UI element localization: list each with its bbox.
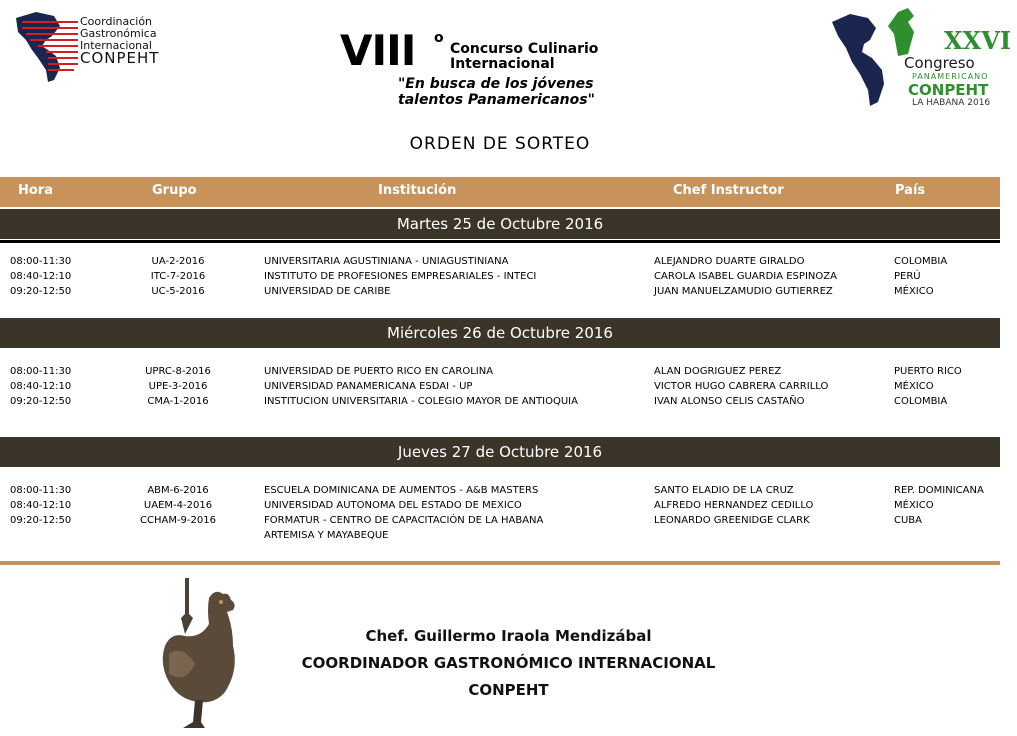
congress-logo: [828, 4, 1012, 110]
cell-institution: UNIVERSIDAD PANAMERICANA ESDAI - UP: [264, 381, 473, 392]
contest-title-line1: Concurso Culinario: [450, 41, 599, 57]
cell-group: CCHAM-9-2016: [140, 515, 216, 526]
contest-title-line2: Internacional: [450, 56, 555, 72]
contest-degree: o: [434, 30, 444, 46]
cell-group: UPE-3-2016: [148, 381, 208, 392]
contest-number: VIII: [340, 26, 416, 75]
cell-chef: JUAN MANUELZAMUDIO GUTIERREZ: [654, 286, 833, 297]
cell-time: 08:40-12:10: [10, 271, 72, 282]
cell-time: 09:20-12:50: [10, 396, 72, 407]
cell-chef: IVAN ALONSO CELIS CASTAÑO: [654, 396, 805, 407]
cell-institution-continued: ARTEMISA Y MAYABEQUE: [264, 530, 389, 541]
cell-country: COLOMBIA: [894, 396, 948, 407]
cell-chef: VICTOR HUGO CABRERA CARRILLO: [654, 381, 829, 392]
cell-country: MÉXICO: [894, 500, 934, 511]
contest-motto-line1: "En busca de los jóvenes: [398, 76, 594, 92]
day-band: Martes 25 de Octubre 2016: [0, 209, 1000, 239]
cell-country: COLOMBIA: [894, 256, 948, 267]
cell-chef: LEONARDO GREENIDGE CLARK: [654, 515, 810, 526]
logo-left-line3: Internacional: [80, 39, 152, 52]
logo-left-line4: CONPEHT: [80, 49, 160, 67]
cell-group: ABM-6-2016: [147, 485, 209, 496]
signature-org: CONPEHT: [468, 681, 549, 699]
cell-country: MÉXICO: [894, 381, 934, 392]
divider: [0, 240, 1000, 243]
col-chef: Chef Instructor: [673, 183, 784, 198]
rooster-sculpture-icon: [155, 574, 245, 732]
cell-institution: UNIVERSITARIA AGUSTINIANA - UNIAGUSTINIANA: [264, 256, 509, 267]
cell-institution: UNIVERSIDAD DE CARIBE: [264, 286, 391, 297]
contest-motto-line2: talentos Panamericanos": [398, 92, 595, 108]
cell-chef: CAROLA ISABEL GUARDIA ESPINOZA: [654, 271, 837, 282]
congress-org: CONPEHT: [908, 81, 989, 99]
cell-group: UPRC-8-2016: [145, 366, 211, 377]
congress-number: XXVI: [944, 26, 1012, 55]
signature-name: Chef. Guillermo Iraola Mendizábal: [365, 627, 652, 645]
signature-role: COORDINADOR GASTRONÓMICO INTERNACIONAL: [301, 654, 716, 672]
cell-chef: ALAN DOGRIGUEZ PEREZ: [654, 366, 782, 377]
cell-institution: ESCUELA DOMINICANA DE AUMENTOS - A&B MASTERS: [264, 485, 539, 496]
cell-time: 08:00-11:30: [10, 366, 72, 377]
col-pais: País: [895, 183, 926, 198]
cell-institution: FORMATUR - CENTRO DE CAPACITACIÓN DE LA HABANA: [264, 515, 544, 526]
congress-panamerican: PANAMERICANO: [912, 72, 989, 81]
cell-institution: INSTITUCION UNIVERSITARIA - COLEGIO MAYOR DE ANTIOQUIA: [264, 396, 578, 407]
cell-time: 08:40-12:10: [10, 381, 72, 392]
cell-chef: ALEJANDRO DUARTE GIRALDO: [654, 256, 805, 267]
day-band: Miércoles 26 de Octubre 2016: [0, 318, 1000, 348]
cell-group: UAEM-4-2016: [143, 500, 213, 511]
col-institucion: Institución: [378, 183, 457, 198]
cell-time: 08:40-12:10: [10, 500, 72, 511]
cell-institution: UNIVERSIDAD DE PUERTO RICO EN CAROLINA: [264, 366, 494, 377]
congress-word: Congreso: [904, 54, 975, 72]
cell-time: 09:20-12:50: [10, 286, 72, 297]
cell-time: 09:20-12:50: [10, 515, 72, 526]
cell-country: MÉXICO: [894, 286, 934, 297]
cell-country: PUERTO RICO: [894, 366, 962, 377]
cell-country: PERÚ: [894, 271, 921, 282]
cell-chef: ALFREDO HERNANDEZ CEDILLO: [654, 500, 814, 511]
cell-chef: SANTO ELADIO DE LA CRUZ: [654, 485, 794, 496]
congress-place: LA HABANA 2016: [912, 98, 991, 108]
rooster-sculpture: [155, 574, 245, 732]
cell-time: 08:00-11:30: [10, 256, 72, 267]
cell-institution: UNIVERSIDAD AUTONOMA DEL ESTADO DE MEXICO: [264, 500, 522, 511]
coordination-logo: [8, 6, 188, 86]
logo-left-line2: Gastronómica: [80, 27, 157, 40]
page-title: ORDEN DE SORTEO: [409, 134, 591, 154]
day-band: Jueves 27 de Octubre 2016: [0, 437, 1000, 467]
cell-time: 08:00-11:30: [10, 485, 72, 496]
logo-left-line1: Coordinación: [80, 15, 153, 28]
col-hora: Hora: [18, 183, 53, 198]
cell-country: CUBA: [894, 515, 923, 526]
footer-divider: [0, 561, 1000, 565]
cell-group: UA-2-2016: [151, 256, 205, 267]
col-grupo: Grupo: [152, 183, 197, 198]
cell-group: CMA-1-2016: [147, 396, 209, 407]
cell-country: REP. DOMINICANA: [894, 485, 984, 496]
cell-group: UC-5-2016: [151, 286, 205, 297]
cell-group: ITC-7-2016: [150, 271, 206, 282]
column-header-bar: [0, 177, 1000, 207]
cell-institution: INSTITUTO DE PROFESIONES EMPRESARIALES - INTECI: [264, 271, 537, 282]
